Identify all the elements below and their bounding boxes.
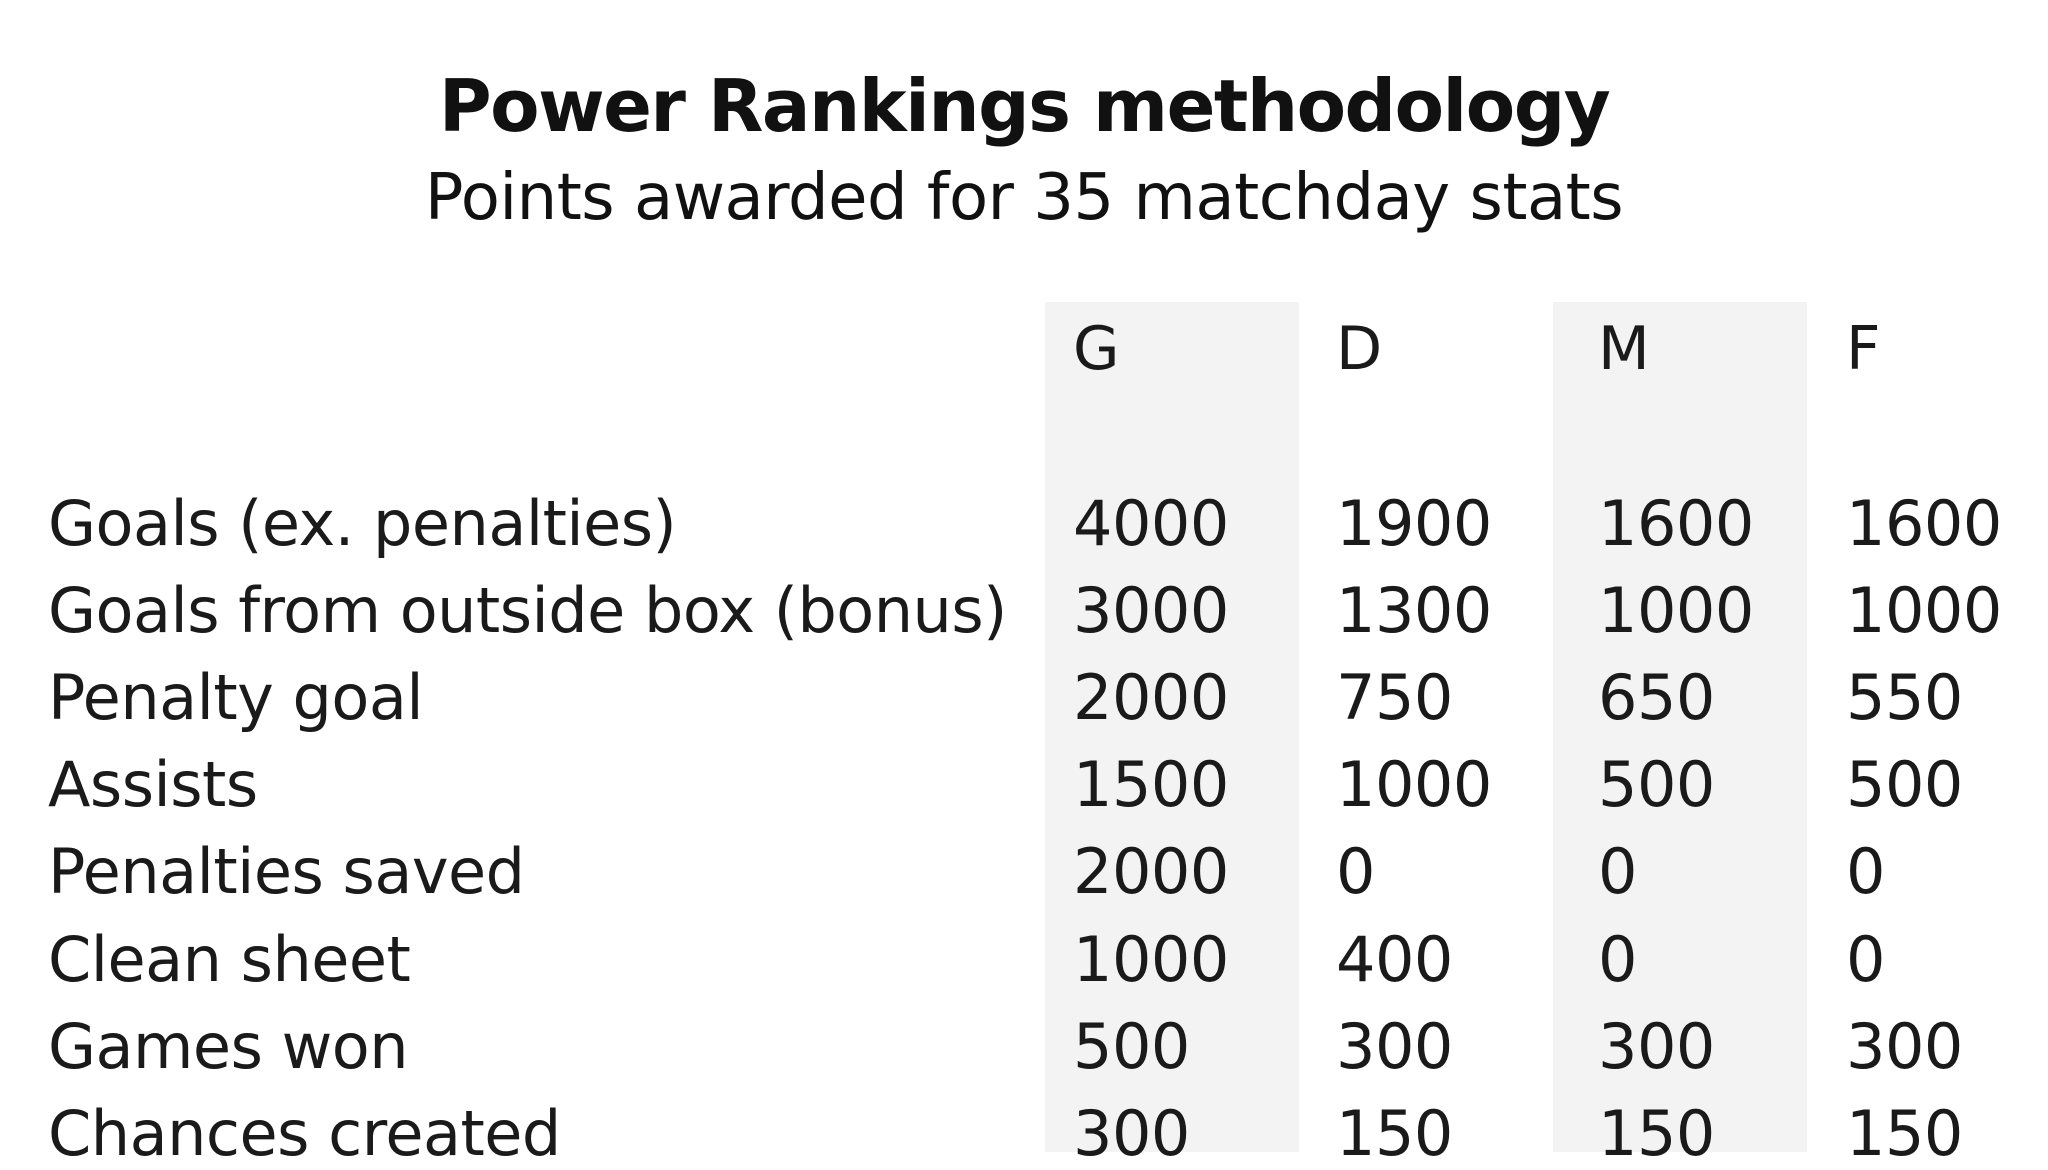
page-subtitle: Points awarded for 35 matchday stats: [424, 161, 1624, 235]
cell-f: 1600: [1846, 487, 2002, 560]
cell-f: 150: [1846, 1097, 1963, 1170]
page-title: Power Rankings methodology: [438, 64, 1610, 148]
cell-g: 1000: [1073, 923, 1229, 996]
cell-m: 500: [1598, 748, 1715, 821]
cell-g: 300: [1073, 1097, 1190, 1170]
cell-m: 1000: [1598, 574, 1754, 647]
cell-m: 300: [1598, 1010, 1715, 1083]
cell-d: 300: [1336, 1010, 1453, 1083]
cell-d: 150: [1336, 1097, 1453, 1170]
cell-f: 0: [1846, 923, 1885, 996]
cell-m: 650: [1598, 661, 1715, 734]
cell-d: 1900: [1336, 487, 1492, 560]
cell-g: 4000: [1073, 487, 1229, 560]
cell-d: 400: [1336, 923, 1453, 996]
cell-f: 550: [1846, 661, 1963, 734]
cell-g: 3000: [1073, 574, 1229, 647]
cell-d: 1000: [1336, 748, 1492, 821]
cell-g: 1500: [1073, 748, 1229, 821]
row-label: Chances created: [48, 1097, 561, 1170]
column-header-m: M: [1598, 314, 1650, 384]
cell-f: 0: [1846, 835, 1885, 908]
row-label: Games won: [48, 1010, 409, 1083]
cell-g: 2000: [1073, 661, 1229, 734]
column-header-f: F: [1846, 314, 1881, 384]
row-label: Penalty goal: [48, 661, 424, 734]
row-label: Assists: [48, 748, 258, 821]
cell-f: 300: [1846, 1010, 1963, 1083]
column-header-d: D: [1336, 314, 1383, 384]
cell-g: 500: [1073, 1010, 1190, 1083]
cell-d: 0: [1336, 835, 1375, 908]
cell-m: 0: [1598, 923, 1637, 996]
cell-f: 1000: [1846, 574, 2002, 647]
column-header-g: G: [1073, 314, 1120, 384]
cell-f: 500: [1846, 748, 1963, 821]
row-label: Goals from outside box (bonus): [48, 574, 1007, 647]
cell-m: 150: [1598, 1097, 1715, 1170]
cell-d: 1300: [1336, 574, 1492, 647]
cell-d: 750: [1336, 661, 1453, 734]
row-label: Clean sheet: [48, 923, 411, 996]
cell-m: 1600: [1598, 487, 1754, 560]
row-label: Goals (ex. penalties): [48, 487, 677, 560]
row-label: Penalties saved: [48, 835, 525, 908]
cell-m: 0: [1598, 835, 1637, 908]
cell-g: 2000: [1073, 835, 1229, 908]
